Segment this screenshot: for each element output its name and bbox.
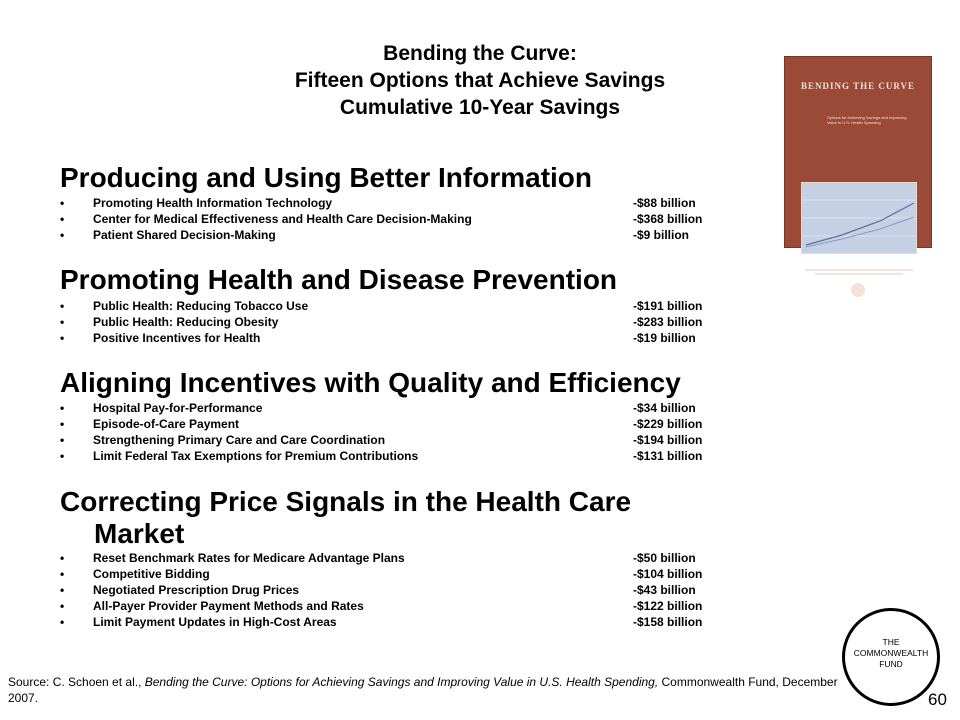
- title-line-2: Fifteen Options that Achieve Savings: [294, 69, 666, 92]
- bullet: •: [60, 433, 65, 447]
- page-number: 60: [928, 690, 947, 709]
- list-item: [60, 227, 740, 243]
- item-amount: -$131 billion: [633, 449, 703, 463]
- item-label: Reset Benchmark Rates for Medicare Advantage Plans: [93, 551, 405, 565]
- item-amount: -$88 billion: [633, 196, 696, 210]
- bullet: •: [60, 212, 65, 226]
- logo-line-3: FUND: [879, 659, 903, 669]
- item-amount: -$283 billion: [633, 315, 703, 329]
- list-item: [60, 400, 740, 416]
- item-amount: -$104 billion: [633, 567, 703, 581]
- item-label: Limit Federal Tax Exemptions for Premium Contributions: [93, 449, 419, 463]
- item-amount: -$43 billion: [633, 583, 696, 597]
- item-amount: -$194 billion: [633, 433, 703, 447]
- report-cover-image: [784, 56, 932, 248]
- source-suffix: Commonwealth Fund, December 2007.: [8, 675, 838, 705]
- item-amount: -$9 billion: [633, 228, 690, 242]
- source-prefix: Source: C. Schoen et al.,: [8, 675, 145, 689]
- item-amount: -$19 billion: [633, 331, 696, 345]
- item-amount: -$229 billion: [633, 417, 703, 431]
- item-label: All-Payer Provider Payment Methods and Rates: [93, 599, 364, 613]
- item-amount: -$368 billion: [633, 212, 703, 226]
- section-items-incentives: [60, 400, 740, 464]
- bullet: •: [60, 449, 65, 463]
- cover-text-strip: [801, 267, 917, 277]
- section-heading-line-1: Correcting Price Signals in the Health Care: [60, 486, 632, 517]
- list-item: [60, 550, 740, 566]
- item-label: Public Health: Reducing Obesity: [93, 315, 279, 329]
- item-label: Strengthening Primary Care and Care Coordination: [93, 433, 386, 447]
- item-label: Patient Shared Decision-Making: [93, 228, 276, 242]
- bullet: •: [60, 228, 65, 242]
- list-item: [60, 330, 740, 346]
- list-item: [60, 582, 740, 598]
- commonwealth-fund-logo: [842, 608, 940, 706]
- item-label: Positive Incentives for Health: [93, 331, 261, 345]
- item-amount: -$122 billion: [633, 599, 703, 613]
- list-item: [60, 614, 740, 630]
- item-label: Competitive Bidding: [93, 567, 210, 581]
- cover-seal-icon: [851, 283, 865, 297]
- item-label: Hospital Pay-for-Performance: [93, 401, 263, 415]
- bullet: •: [60, 583, 65, 597]
- item-label: Negotiated Prescription Drug Prices: [93, 583, 300, 597]
- bullet: •: [60, 615, 65, 629]
- title-line-1: Bending the Curve:: [383, 42, 577, 65]
- list-item: [60, 298, 740, 314]
- logo-line-1: THE: [882, 637, 900, 647]
- bullet: •: [60, 331, 65, 345]
- bullet: •: [60, 567, 65, 581]
- list-item: [60, 448, 740, 464]
- source-citation: [8, 674, 838, 706]
- cover-chart-graphic: [801, 182, 917, 254]
- cover-chart-lines: [802, 183, 916, 253]
- section-items-prevention: [60, 298, 740, 346]
- list-item: [60, 314, 740, 330]
- item-amount: -$191 billion: [633, 299, 703, 313]
- list-item: [60, 598, 740, 614]
- item-label: Public Health: Reducing Tobacco Use: [93, 299, 309, 313]
- section-heading-information: Producing and Using Better Information: [60, 162, 593, 193]
- list-item: [60, 432, 740, 448]
- title-line-3: Cumulative 10-Year Savings: [339, 96, 621, 119]
- section-heading-prevention: Promoting Health and Disease Prevention: [60, 264, 618, 295]
- logo-line-2: COMMONWEALTH: [853, 648, 929, 658]
- item-amount: -$158 billion: [633, 615, 703, 629]
- list-item: [60, 195, 740, 211]
- cover-title: BENDING THE CURVE: [800, 81, 916, 91]
- cover-subtitle: Options for Achieving Savings and Improving Value in U.S. Health Spending: [827, 115, 907, 125]
- list-item: [60, 211, 740, 227]
- bullet: •: [60, 599, 65, 613]
- source-title: Bending the Curve: Options for Achieving Savings and Improving Value in U.S. Health Spending,: [144, 675, 659, 689]
- section-items-price-signals: [60, 550, 740, 630]
- bullet: •: [60, 299, 65, 313]
- item-amount: -$34 billion: [633, 401, 696, 415]
- section-heading-line-2: Market: [94, 518, 185, 549]
- item-label: Limit Payment Updates in High-Cost Areas: [93, 615, 337, 629]
- bullet: •: [60, 551, 65, 565]
- item-label: Promoting Health Information Technology: [93, 196, 333, 210]
- list-item: [60, 566, 740, 582]
- section-heading-price-signals: [60, 486, 631, 550]
- bullet: •: [60, 417, 65, 431]
- item-label: Episode-of-Care Payment: [93, 417, 240, 431]
- bullet: •: [60, 315, 65, 329]
- section-items-information: [60, 195, 740, 243]
- section-heading-incentives: Aligning Incentives with Quality and Efficiency: [60, 367, 681, 398]
- list-item: [60, 416, 740, 432]
- bullet: •: [60, 401, 65, 415]
- bullet: •: [60, 196, 65, 210]
- item-label: Center for Medical Effectiveness and Health Care Decision-Making: [93, 212, 472, 226]
- slide-title: [200, 40, 760, 121]
- item-amount: -$50 billion: [633, 551, 696, 565]
